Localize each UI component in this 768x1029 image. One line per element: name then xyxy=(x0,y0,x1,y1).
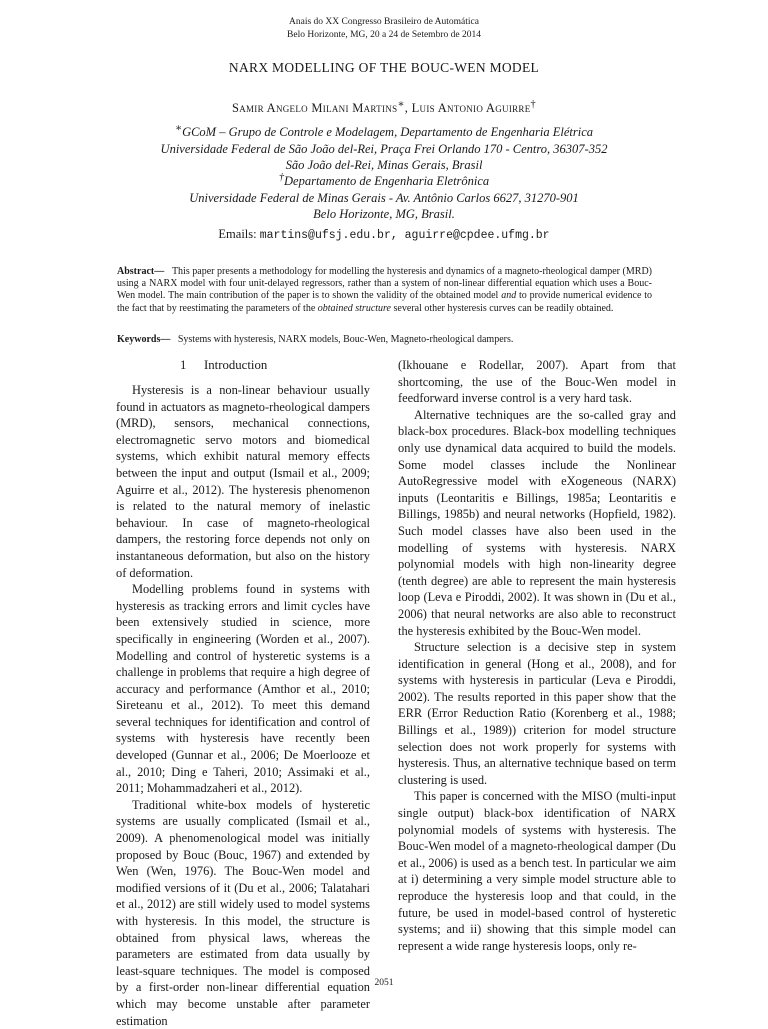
author-1-mark: ∗ xyxy=(397,99,405,110)
keywords xyxy=(117,334,652,346)
affiliation-2-line-1: Departamento de Engenharia Eletrônica xyxy=(284,174,490,189)
page-number: 2051 xyxy=(374,978,394,988)
affiliation-1-line-3: São João del-Rei, Minas Gerais, Brasil xyxy=(285,158,483,173)
abstract-text-2: to provide numerical evidence to the fact that by reestimating the parameters of the xyxy=(117,290,653,314)
section-number: 1 xyxy=(180,358,187,372)
abstract xyxy=(117,266,652,315)
section-heading xyxy=(116,357,370,373)
affiliation-2-line-3: Belo Horizonte, MG, Brasil. xyxy=(313,207,455,222)
affiliation-2-mark: † xyxy=(278,172,285,183)
conference-location-date: Belo Horizonte, MG, 20 a 24 de Setembro de 2014 xyxy=(287,30,481,40)
affiliation-2 xyxy=(0,170,768,223)
affiliation-1-mark: ∗ xyxy=(174,123,183,134)
author-2: Luis Antonio Aguirre xyxy=(411,101,531,116)
author-list: Samir Angelo Milani Martins∗, Luis Antonio Aguirre† xyxy=(231,99,537,116)
author-2-mark: † xyxy=(530,99,537,110)
affiliation-1-line-1: GCoM – Grupo de Controle e Modelagem, Departamento de Engenharia Elétrica xyxy=(182,125,593,140)
paragraph: This paper is concerned with the MISO (multi-input single output) black-box identification of NARX polynomial models of systems with hysteresis. The Bouc-Wen model of a magneto-rheological damper (Du et al., 2006) is used as a bench test. In particular we aim at i) determining a very simple model structure able to reproduce the hysteresis loop and that could, in the future, be used in model-based control of hysteretic systems; and ii) showing that this simple model can represent a wide range hysteresis loops, only re- xyxy=(398,789,676,953)
author-1: Samir Angelo Milani Martins xyxy=(231,101,398,116)
paragraph: Alternative techniques are the so-called gray and black-box procedures. Black-box modelling techniques only use dynamical data acquired to build the models. Some model classes include the Nonlinear AutoRegressive model with eXogeneous (NARX) inputs (Leontaritis e Billings, 1985a; Leontaritis e Billings, 1985b) and neural networks (Hopfield, 1982). Such model classes have also been used in the modelling of systems with hysteresis. NARX polynomial models with high non-linearity degree (tenth degree) are able to represent the main hysteresis loop (Leva e Piroddi, 2002). It was shown in (Du et al., 2006) that neural networks are also able to reconstruct the hysteresis exhibited by the Bouc-Wen model. xyxy=(398,407,676,638)
paragraph: Modelling problems found in systems with hysteresis as tracking errors and limit cycles have been extensively studied in science, more specifically in engineering (Worden et al., 2007). Modelling and control of hysteretic systems is a challenge in problems that require a high degree of accuracy and performance (Amthor et al., 2010; Sireteanu et al., 2012). To meet this demand several techniques for identification and control of systems with hysteresis have recently been developed (Gunnar et al., 2006; De Moerlooze et al., 2010; Ding e Taheri, 2010; Assimaki et al., 2011; Mohammadzaheri et al., 2012). xyxy=(116,582,370,796)
abstract-emph-and: and xyxy=(501,290,517,302)
paragraph: Traditional white-box models of hysteretic systems are usually complicated (Ismail et al., 2009). A phenomenological model was initially proposed by Bouc (Bouc, 1967) and extended by Wen (Wen, 1976). The Bouc-Wen model and modified versions of it (Du et al., 2006; Talatahari et al., 2012) are still widely used to model systems with hysteresis. In this model, the structure is obtained from physical laws, whereas the parameters are estimated from data usually by least-square techniques. The model is composed by a first-order non-linear differential equation which may become unstable after parameter estimation xyxy=(116,797,370,1028)
paragraph: (Ikhouane e Rodellar, 2007). Apart from that shortcoming, the use of the Bouc-Wen model in feedforward inverse control is a very hard task. xyxy=(398,358,676,406)
abstract-text-1: This paper presents a methodology for modelling the hysteresis and dynamics of a magneto-rheological damper (MRD) using a NARX model with four unit-delayed regressors, rather than a system of non-linear differential equation which uses a Bouc-Wen model. The main contribution of the paper is to shown the validity of the obtained model xyxy=(117,266,653,302)
paragraph: Hysteresis is a non-linear behaviour usually found in actuators as magneto-rheological dampers (MRD), sensors, mechanical connections, electromagnetic servo motors and biomedical systems, which exhibit natural memory effects between the input and output (Ismail et al., 2009; Aguirre et al., 2012). The hysteresis phenomenon is related to the natural memory of inelastic behaviour. In case of magneto-rheological dampers, the restoring force depends not only on instantaneous deformation, but also on the history of deformation. xyxy=(116,383,370,580)
left-column xyxy=(116,357,370,1029)
abstract-text-3: several other hysteresis curves can be readily obtained. xyxy=(393,302,614,314)
abstract-label: Abstract— xyxy=(117,266,165,277)
conference-name: Anais do XX Congresso Brasileiro de Automática xyxy=(289,17,479,27)
abstract-emph-obtained-structure: obtained structure xyxy=(317,302,391,314)
keywords-text: Systems with hysteresis, NARX models, Bouc-Wen, Magneto-rheological dampers. xyxy=(177,334,514,345)
emails-value: martins@ufsj.edu.br, aguirre@cpdee.ufmg.br xyxy=(259,229,550,242)
keywords-label: Keywords— xyxy=(117,334,171,345)
emails-label: Emails: xyxy=(218,227,257,241)
affiliation-2-line-2: Universidade Federal de Minas Gerais - Av. Antônio Carlos 6627, 31270-901 xyxy=(189,190,579,205)
paper-title: NARX MODELLING OF THE BOUC-WEN MODEL xyxy=(228,60,540,75)
conference-header xyxy=(0,16,768,42)
right-column xyxy=(398,357,676,954)
paragraph: Structure selection is a decisive step in system identification in general (Hong et al., 2008), and for systems with hysteresis in particular (Leva e Piroddi, 2002). The results reported in this paper show that the ERR (Error Reduction Ratio (Korenberg et al., 1988; Billings et al., 1989)) criterion for model structure selection does not work properly for systems with hysteresis. Thus, an alternative technique based on term clustering is used. xyxy=(398,640,676,787)
affiliation-1 xyxy=(0,121,768,174)
author-emails xyxy=(0,227,768,242)
section-title: Introduction xyxy=(204,358,268,372)
affiliation-1-line-2: Universidade Federal de São João del-Rei, Praça Frei Orlando 170 - Centro, 36307-352 xyxy=(160,141,608,156)
